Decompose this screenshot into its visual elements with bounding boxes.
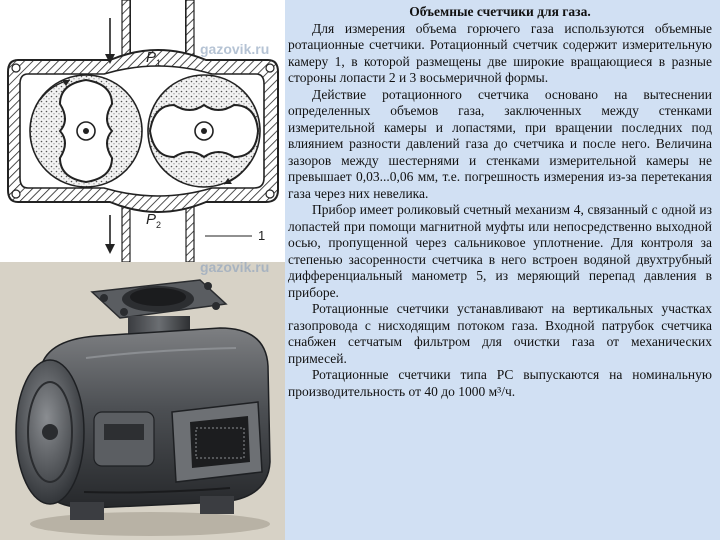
label-p2-subscript: 2 [156,220,162,230]
paragraph-intro: Для измерения объема горючего газа используются объемные ротационные счетчики. Ротационный счетчик содержит измерительную камеру 1, в которой размещены две широкие вращающиеся в разные стороны лопасти 2 и 3 восьмеричной формы. [288,20,712,85]
meter-photo-drawing [0,262,285,540]
diagram-drawing [0,0,285,262]
meter-photo [0,262,285,540]
paragraph-installation: Ротационные счетчики устанавливают на вертикальных участках газопровода с нисходящим потоком газа. Входной патрубок счетчика снабжен сетчатым фильтром для очистки газа от механических примесей. [288,301,712,366]
paragraph-principle: Действие ротационного счетчика основано на вытеснении определенных объемов газа, заключенных между стенками измерительной камеры и лопастями, при вращении последних под влиянием разности давлений газа до счетчика и после него. Величина зазоров между шестернями и стенками измерительной камеры не превышает 0,03...0,06 мм, т.е. погрешность измерения из-за перетекания газа через них невелика. [288,86,712,201]
paragraph-mechanism: Прибор имеет роликовый счетный механизм 4, связанный с одной из лопастей при помощи магнитной муфты или непосредственно выходной осью, пропущенной через сальниковое уплотнение. Для контроля за степенью засоренности счетчика в него встроен водяной двухтрубный дифференциальный манометр 5, из меряющий перепад давления в приборе. [288,202,712,300]
text-block [288,4,712,400]
label-p1-subscript: 1 [156,58,162,68]
page-title: Объемные счетчики для газа. [409,4,591,19]
label-chamber-number: 1 [258,228,266,243]
meter-cross-section-diagram [0,0,285,262]
photo-watermark: gazovik.ru [200,262,270,275]
label-p1: P [146,49,157,66]
paragraph-capacity: Ротационные счетчики типа РС выпускаются на номинальную производительность от 40 до 1000 м³/ч. [288,367,712,399]
diagram-watermark: gazovik.ru [200,41,270,57]
label-p2: P [146,211,157,228]
